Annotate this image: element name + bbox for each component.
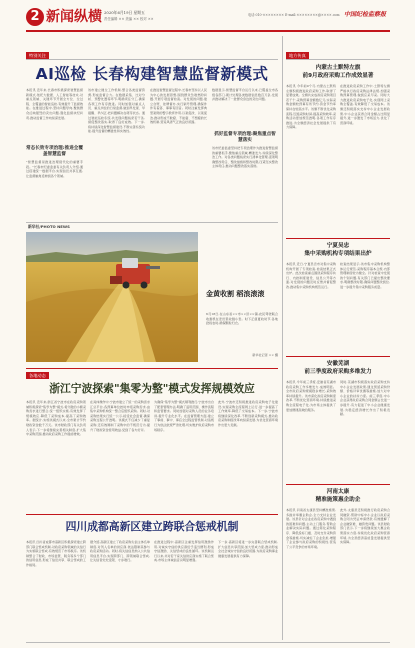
page-number-badge: [26, 8, 44, 26]
right-story1-headline-line2: 前9月政府采购工作成效显著: [302, 73, 374, 79]
photo-credit: 新华社/PHOTO NEWS: [28, 224, 70, 229]
local-kicker-tag: 各地动态: [26, 372, 49, 379]
date-line: 2020年6月19日 星期五: [104, 10, 145, 15]
story2-col3: 为确保"集零为整"模式顺利推行,宁波市出台了配套管理办法,明确了适用范围、操作流程和监管要求。同时加强对采购人员的业务培训,提升专业化水平。在监督管理方面,建立了事前、事中、事后全过程监管机制,对违规行为依法依规严肃处理,切实维护政府采购市场秩序。: [154, 400, 214, 432]
story2-headline: 浙江宁波探索"集零为整"模式发挥规模效应: [49, 382, 255, 395]
main-body-col4: 数据显示,智慧监督平台运行以来,已覆盖全市各级各部门,累计处理各类数据信息数百万条,发现并推动解决了一批群众身边的突出问题。: [212, 88, 278, 102]
right-story4-rule: [286, 484, 390, 485]
story2-top-rule: [26, 368, 278, 369]
story3-col4: 下一步,高新区将进一步完善联合惩戒机制,扩大信息共享范围,加大惩戒力度,推动形成全社会诚实守信的良好氛围,为政府采购事业健康发展提供有力保障。: [218, 540, 278, 558]
right-story4-headline-line2: 精准施策惠企助企: [315, 497, 361, 503]
right-story2-headline-line1: 宁夏吴忠: [326, 243, 350, 249]
section-title: 新闻纵横: [46, 9, 102, 25]
photo-caption-title: 金黄收割 稻浪滚滚: [206, 290, 265, 298]
right-info: 电话:010-×××××××× E-mail:××××××××@××××.com: [248, 13, 340, 17]
right-story2-rule: [286, 238, 390, 239]
right-kicker-rule: [286, 59, 390, 60]
story2-col1: 本报讯 近年来,浙江省宁波市在政府采购领域积极探索"集零为整"模式,将分散的小额采购需求进行整合,统一组织实施,有效发挥了规模效应,降低了采购成本,提高了采购效率。据统计,实施该模式以来,全市累计节约财政资金数千万元。该市财政部门有关负责人表示,下一步将继续完善相关制度,扩大集中采购范围,推动政府采购工作提质增效。: [26, 400, 86, 437]
right-story3-col1: 本报讯 今年前三季度,安徽省芜湖市政府采购工作多维发力,成效明显。全市政府采购规模稳步增长,采购效率持续提升。该市深化政府采购制度改革,不断优化营商环境,持续推进采购全流程电子化,为市场主体提供了更加便捷高效的服务。: [286, 380, 336, 412]
page-bottom-rule: [26, 642, 390, 643]
photo-top-rule: [26, 222, 278, 223]
right-story2-headline-line2: 集中采购机构专项结果出炉: [304, 251, 372, 257]
right-story1-headline-line1: 内蒙古土默特左旗: [315, 65, 361, 71]
photo-caption-body: 6月18日,在山东省××市××县××镇,农民驾驶联合收割机在麦田里收割小麦。时下正值夏收时节,各地抢抓农时,确保颗粒归仓。: [206, 312, 278, 326]
harvest-photo-illustration: [26, 232, 198, 362]
main-body-col1: 本报讯 近年来,长春市积极探索智慧监督新模式,依托大数据、人工智能等技术,对重点领域、关键环节开展全方位、全过程、全覆盖的智能巡检,有效提升了监督效能。在推进过程中,坚持问题导向,聚焦群众反映强烈的突出问题,强化监督执纪问责,推动监督工作向纵深发展。: [26, 88, 83, 120]
story3-col3: 在推进过程中,高新区注重发挥信用激励作用,对诚实守信的供应商给予适当便利,形成守信激励、失信惩戒的良性循环。该机制运行以来,共对若干家失信供应商实施了联合惩戒,市场主体诚信意识明显增强。: [154, 540, 214, 563]
right-story3-col2: 同时,芜湖市积极落实政府采购支持中小企业发展政策,通过预留采购份额、价格评审优惠等措施,加大对中小企业的扶持力度。前三季度,中小企业获得政府采购合同金额占比进一步提升,有力促进了中小企业健康发展,为稳定经济增长作出了积极贡献。: [340, 380, 390, 417]
mid-subhead: 抓好监督专项治理:聚焦重点智慧落实: [214, 132, 276, 143]
right-story1-col2: 在推进政府采购工作中,土默特左旗严格执行政府采购法律法规,加强采购预算管理,做到应采尽采。同时大力推进政府采购电子化,实现网上采购全覆盖,有效降低了交易成本。该旗还积极落实支持中小企业发展政策,中小企业获得合同金额占比明显提升,进一步激发了市场活力,优化了营商环境。: [340, 84, 390, 125]
story3-col2: 据介绍,高新区建立了政府采购失信主体名单制度,对列入名单的供应商,依法限制其参与政府采购活动。同时,将失信信息纳入公共信用信息平台,实现跨部门、跨领域联合惩戒,让失信者处处受限、寸步难行。: [90, 540, 150, 563]
right-story3-headline-line2: 前三季度政府采购多维发力: [304, 369, 372, 375]
lead-subhead: 常态长效专项治理:推进全覆盖智慧监督: [26, 146, 83, 157]
main-headline: AI巡检 长春构建智慧监督新模式: [35, 65, 269, 83]
page-number: 2: [30, 9, 40, 24]
story2-col2: 在具体操作中,宁波市建立了统一的采购需求汇总平台,各预算单位按时申报采购需求,由集中采购机构统一整合后组织采购。同时,对采购结果实行统一公示,接受社会监督,确保采购过程公开透明。该模式不仅减少了重复采购,还有效遏制了采购中的不规范行为,提升了财政资金使用效益,受到了各方好评。: [90, 400, 150, 432]
main-body-col1b: "智慧监督是推进治理现代化的重要手段。"长春市纪委监委有关负责人介绍,通过搭建统一数据平台,实现信息共享互通,让监督触角延伸到各个领域。: [26, 160, 83, 178]
right-column-tag: 地方传真: [286, 52, 309, 59]
main-body-col2: 该市建立健全工作机制,整合各类监督资源,形成监督合力。在数据采集、比对分析、预警处置等环节,明确责任分工,确保各项工作有序推进。同时加强对重点人员、重点岗位的日常监督,做到早发现、早提醒、早纠正,把问题解决在萌芽状态。通过智能巡检系统,共发现问题线索若干条,督促整改落实,取得了良好成效。下一步,将持续深化智慧监督建设,不断完善系统功能,提升监督的精准性和实效性。: [88, 88, 145, 134]
masthead-rule: [26, 30, 390, 32]
right-story3-headline-line1: 安徽芜湖: [326, 361, 350, 367]
right-story3-rule: [286, 356, 390, 357]
column-divider: [282, 36, 283, 640]
story3-top-rule: [26, 514, 278, 515]
right-story4-col2: 此外,太康县还积极推行政府采购合同融资,帮助中标中小企业以政府采购合同为凭证申请贷款,有效缓解了企业融资难、融资贵问题。该县财政部门表示,下一步将继续加大惠企政策落实力度,持续优化政府采购营商环境,为全县经济高质量发展提供坚实保障。: [340, 508, 390, 545]
story3-col1: 本报讯 四川省成都市高新区积极探索建立跨部门联合惩戒机制,对政府采购领域的失信行为实施联合惩戒,有效规范了市场秩序。该机制整合了财政、市场监管、税务等多个部门的信用信息,形成了信息共享、联合惩戒的工作格局。: [26, 540, 86, 567]
story3-headline: 四川成都高新区建立跨联合惩戒机制: [65, 520, 239, 533]
news-photo: [26, 232, 198, 362]
right-story4-col1: 本报讯 河南省太康县坚持精准施策,多措并举惠企助企,全力支持企业发展。该县针对企业在政府采购中遇到的困难和问题,主动上门服务,帮助企业解决实际问题。通过简化采购程序、降低投标门槛、及时支付采购资金等措施,切实减轻了企业负担,增强了企业参与政府采购的积极性,营造了公平竞争的市场环境。: [286, 508, 336, 549]
right-story1-col1: 本报讯 今年前9个月,内蒙古土默特左旗积极推进政府采购工作,取得了显著成效。全旗共完成政府采购项目若干个,采购预算金额数亿元,实际采购金额较预算有所节约,资金节约率保持在较高水平。该旗不断优化采购流程,压缩采购时间,提高采购效率,采购活动更加规范透明,各项工作有序推进,为全旗经济社会发展提供了有力保障。: [286, 84, 336, 130]
right-story2-col1: 本报讯 近日,宁夏吴忠市对集中采购机构开展了专项检查,检查结果正式出炉。此次检查重点围绕采购程序执行、内控制度建设、信息公开等方面,对发现的问题及时反馈并督促整改,推动集中采购机构规范运行。: [286, 262, 336, 289]
story2-col4: 此外,宁波市还积极推进政府采购电子化建设,实现采购全流程网上运行,进一步提高了工作效率,降低了交易成本。下一步,宁波市将继续深化改革,不断创新采购模式,推动政府采购制度改革向纵深发展,为优化营商环境作出更大贡献。: [218, 400, 278, 427]
right-story4-headline-line1: 河南太康: [326, 489, 350, 495]
edition-label: 中国纪检监察报: [344, 11, 387, 18]
main-kicker-rule: [26, 59, 278, 60]
main-kicker-tag: 特别关注: [26, 52, 49, 59]
right-story2-col2: 检查结果显示,该市集中采购机构整体运行规范,采购程序基本合规,内部管理制度较为健全。针对检查中发现的个别问题,有关部门已提出整改要求,明确整改时限,确保问题整改到位,进一步提升集中采购服务质量。: [340, 262, 390, 289]
main-body-col3: 在推进智慧监督过程中,长春市坚持以人民为中心的发展思想,围绕群众急难愁盼问题,开展专项监督检查。对发现的问题,建立台账、挂牌督办,实行销号管理,确保件件有着落、事事有回音。同时注重发挥典型案例的警示教育作用,以案促改、以案促治,推动形成不敢腐、不能腐、不想腐的长效机制,营造风清气正的良好氛围。: [150, 88, 207, 125]
main-body-col4b: 该市纪委监委坚持把专项治理作为推进智慧监督的重要抓手,聚焦重点领域,精准发力,持续深化整治工作。对各类问题线索实行清单化管理,逐项明确整改责任、整改措施和整改时限,压紧压实整改主体责任,推动问题整改落实落细。: [212, 146, 278, 169]
masthead: [0, 0, 415, 36]
editor-line: 责任编辑 ×× 美编 ×× 校对 ××: [104, 17, 154, 21]
photo-caption-credit: 新华社记者 ×× 摄: [252, 353, 278, 357]
